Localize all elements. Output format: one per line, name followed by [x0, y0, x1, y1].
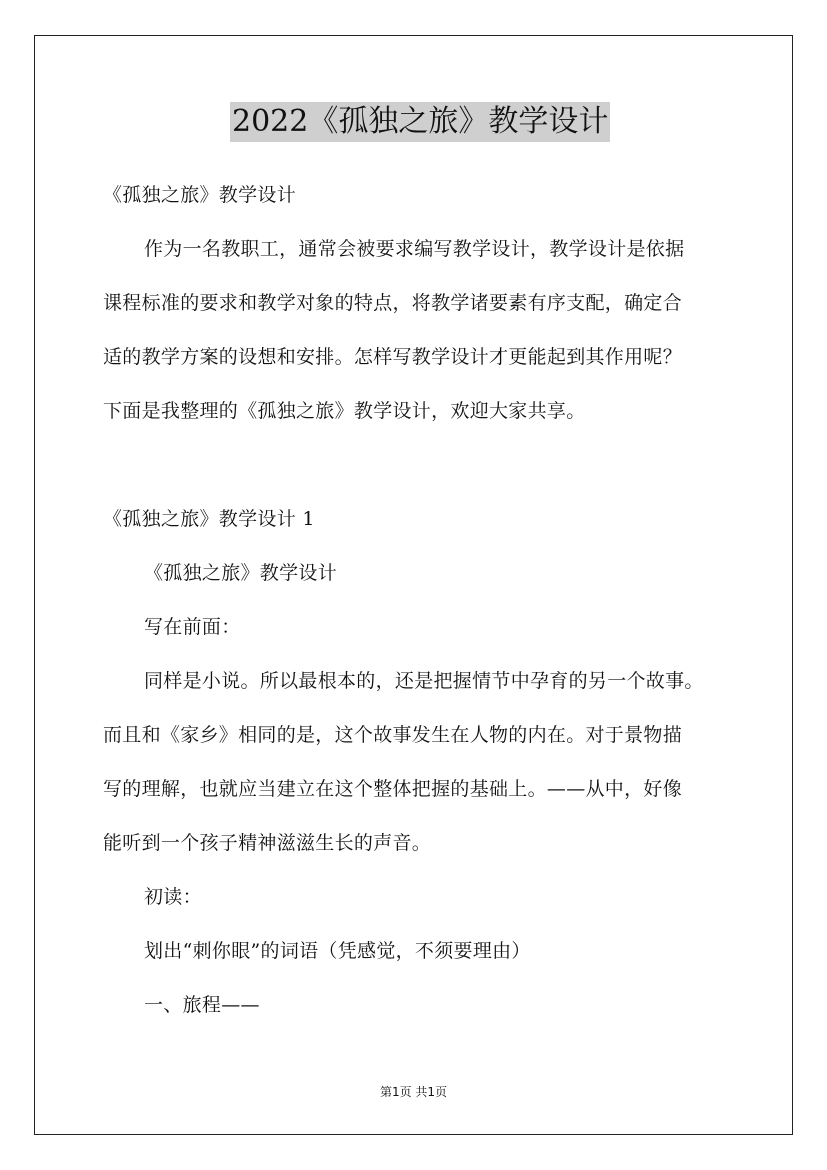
section-subheading: 《孤独之旅》教学设计 — [144, 562, 338, 584]
paragraph-line: 写的理解，也就应当建立在这个整体把握的基础上。——从中，好像 — [103, 778, 683, 800]
paragraph-line: 课程标准的要求和教学对象的特点，将教学诸要素有序支配，确定合 — [103, 292, 683, 314]
paragraph-line: 划出“刺你眼”的词语（凭感觉，不须要理由） — [144, 940, 531, 962]
paragraph-line: 能听到一个孩子精神滋滋生长的声音。 — [103, 832, 432, 854]
paragraph-line: 一、旅程—— — [144, 994, 260, 1016]
section-heading: 《孤独之旅》教学设计 1 — [103, 508, 315, 530]
document-title: 2022《孤独之旅》教学设计 — [230, 102, 610, 142]
paragraph-line: 同样是小说。所以最根本的，还是把握情节中孕育的另一个故事。 — [144, 670, 704, 692]
paragraph-line: 作为一名教职工，通常会被要求编写教学设计，教学设计是依据 — [144, 238, 685, 260]
paragraph-line: 而且和《家乡》相同的是，这个故事发生在人物的内在。对于景物描 — [103, 724, 683, 746]
paragraph-line: 下面是我整理的《孤独之旅》教学设计，欢迎大家共享。 — [103, 400, 586, 422]
page-footer: 第1页 共1页 — [379, 1085, 448, 1099]
subtitle-line: 《孤独之旅》教学设计 — [103, 184, 297, 206]
paragraph-line: 写在前面： — [144, 616, 241, 638]
paragraph-line: 初读： — [144, 886, 202, 908]
paragraph-line: 适的教学方案的设想和安排。怎样写教学设计才更能起到其作用呢？ — [103, 346, 683, 368]
